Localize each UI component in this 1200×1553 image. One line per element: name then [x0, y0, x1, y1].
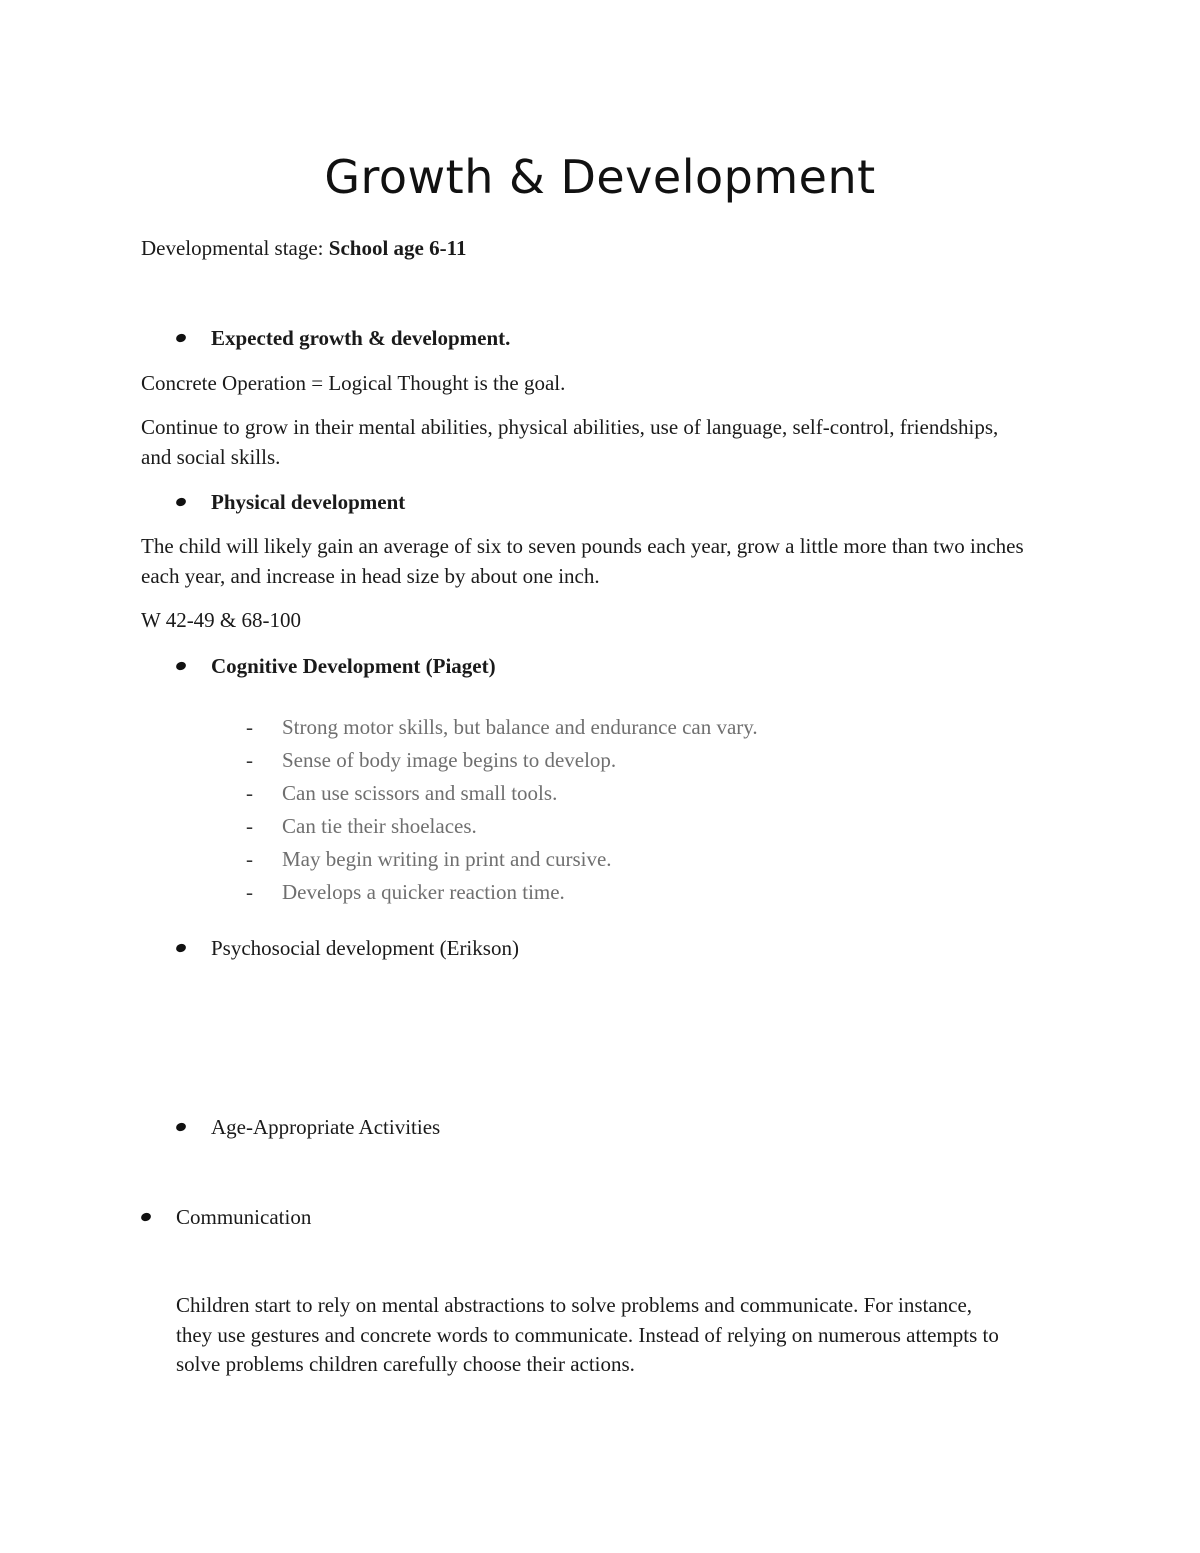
list-item — [246, 878, 565, 907]
dash-icon: - — [246, 847, 253, 871]
list-item — [246, 845, 612, 874]
list-item — [246, 713, 758, 742]
dash-icon: - — [246, 814, 253, 838]
section-heading-communication: Communication — [176, 1205, 312, 1229]
list-item-text: Sense of body image begins to develop. — [282, 748, 617, 772]
list-item-text: Develops a quicker reaction time. — [282, 880, 565, 904]
list-item — [246, 746, 617, 775]
section-heading-psychosocial-development: Psychosocial development (Erikson) — [211, 936, 519, 960]
bullet-icon — [175, 1122, 187, 1133]
dash-icon: - — [246, 748, 253, 772]
bullet-icon — [140, 1212, 152, 1223]
section-heading-age-appropriate-activities: Age-Appropriate Activities — [211, 1115, 441, 1139]
list-item-text: Can use scissors and small tools. — [282, 781, 558, 805]
dash-icon: - — [246, 781, 253, 805]
page-title: Growth & Development — [324, 150, 876, 204]
stage-label: Developmental stage: — [141, 236, 329, 260]
stage-value: School age 6-11 — [328, 236, 467, 260]
paragraph-continue-to-grow: Continue to grow in their mental abilities, physical abilities, use of language, self-control, friendships, and social skills. — [141, 415, 999, 469]
paragraph-weight-reference: W 42-49 & 68-100 — [141, 608, 302, 632]
bullet-icon — [175, 333, 187, 344]
bullet-icon — [175, 661, 187, 672]
paragraph-concrete-operation: Concrete Operation = Logical Thought is the goal. — [141, 371, 566, 395]
dash-icon: - — [246, 880, 253, 904]
paragraph-communication: Children start to rely on mental abstractions to solve problems and communicate. For instance, they use gestures and concrete words to communicate. Instead of relying on numerous attempts to solve problems children carefully choose their actions. — [176, 1293, 999, 1376]
list-item-text: Can tie their shoelaces. — [282, 814, 477, 838]
list-item-text: May begin writing in print and cursive. — [282, 847, 612, 871]
section-heading-cognitive-development: Cognitive Development (Piaget) — [211, 654, 496, 678]
list-item — [246, 779, 558, 808]
bullet-icon — [175, 943, 187, 954]
bullet-icon — [175, 497, 187, 508]
section-heading-physical-development: Physical development — [211, 490, 406, 514]
section-heading-expected-growth: Expected growth & development. — [211, 326, 511, 350]
dash-icon: - — [246, 715, 253, 739]
list-item-text: Strong motor skills, but balance and endurance can vary. — [282, 715, 758, 739]
list-item — [246, 812, 477, 841]
paragraph-physical-growth: The child will likely gain an average of six to seven pounds each year, grow a little more than two inches each year, and increase in head size by about one inch. — [141, 534, 1024, 588]
developmental-stage-line — [141, 234, 466, 263]
